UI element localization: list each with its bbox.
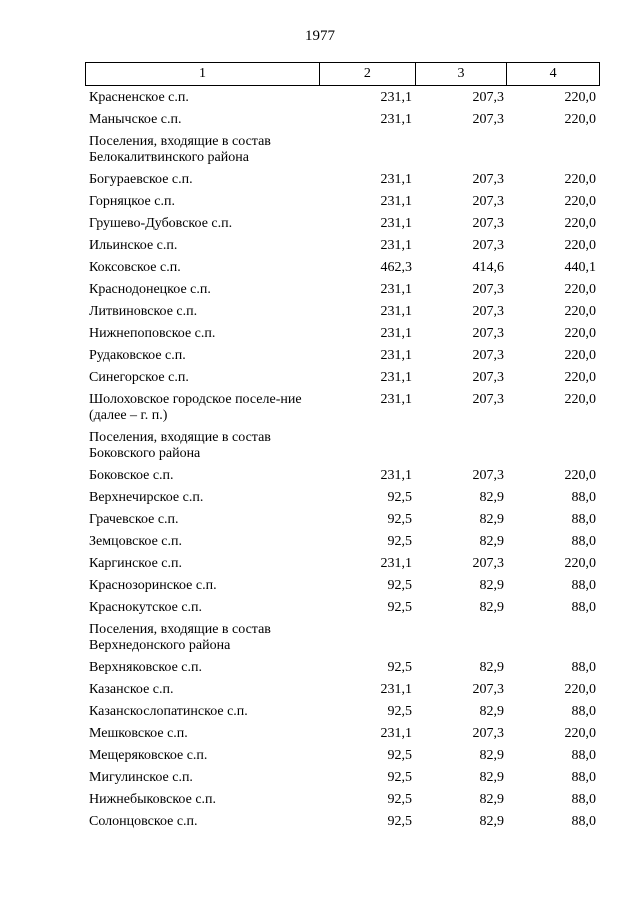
row-value-col4: 220,0 [564,216,596,231]
row-value-col3: 82,9 [479,512,504,527]
row-value-col2: 231,1 [380,216,412,231]
row-name: Краснодонецкое с.п. [89,282,211,297]
row-value-col4: 220,0 [564,112,596,127]
row-value-col2: 231,1 [380,238,412,253]
table-body [85,86,600,832]
table-row [85,108,600,130]
row-value-col3: 207,3 [472,370,504,385]
row-value-col2: 231,1 [380,468,412,483]
table-row [85,388,600,426]
row-value-col2: 231,1 [380,556,412,571]
row-value-col4: 88,0 [571,792,596,807]
row-name: Казанское с.п. [89,682,174,697]
row-name: Поселения, входящие в состав Боковского района [89,430,271,461]
table-row [85,322,600,344]
row-name: Рудаковское с.п. [89,348,186,363]
table-row [85,574,600,596]
table-row [85,700,600,722]
table-row [85,256,600,278]
row-value-col2: 92,5 [387,748,412,763]
row-name: Шолоховское городское поселе-ние (далее – г. п.) [89,392,302,423]
row-value-col2: 92,5 [387,534,412,549]
row-value-col2: 92,5 [387,814,412,829]
row-value-col4: 220,0 [564,282,596,297]
row-value-col2: 92,5 [387,660,412,675]
row-value-col4: 220,0 [564,238,596,253]
header-col-1: 1 [86,63,320,85]
row-name: Манычское с.п. [89,112,182,127]
row-value-col4: 220,0 [564,392,596,407]
row-value-col3: 82,9 [479,660,504,675]
row-name: Верхняковское с.п. [89,660,202,675]
table-row [85,212,600,234]
table-row [85,168,600,190]
row-value-col2 [320,426,416,430]
table-row [85,464,600,486]
header-col-2: 2 [320,63,416,85]
row-name: Красненское с.п. [89,90,189,105]
row-value-col3: 207,3 [472,216,504,231]
table-row [85,618,600,656]
row-name: Нижнебыковское с.п. [89,792,217,807]
row-name: Мигулинское с.п. [89,770,193,785]
table-row [85,744,600,766]
row-value-col4: 220,0 [564,468,596,483]
row-value-col3: 207,3 [472,90,504,105]
row-value-col3: 82,9 [479,792,504,807]
table-row [85,810,600,832]
row-value-col3 [416,426,508,430]
row-value-col3: 207,3 [472,682,504,697]
row-value-col2: 92,5 [387,792,412,807]
row-name: Каргинское с.п. [89,556,182,571]
row-value-col3 [416,618,508,622]
row-name: Синегорское с.п. [89,370,189,385]
row-value-col3: 207,3 [472,726,504,741]
row-value-col4: 88,0 [571,748,596,763]
table-row [85,678,600,700]
table-row [85,366,600,388]
row-value-col4: 220,0 [564,370,596,385]
row-value-col4: 440,1 [564,260,596,275]
row-value-col2: 92,5 [387,512,412,527]
row-value-col2: 462,3 [380,260,412,275]
row-value-col3: 207,3 [472,348,504,363]
row-value-col2: 92,5 [387,578,412,593]
row-name: Мещеряковское с.п. [89,748,208,763]
row-value-col2: 231,1 [380,112,412,127]
row-value-col2: 231,1 [380,172,412,187]
row-value-col3: 82,9 [479,490,504,505]
row-value-col4: 88,0 [571,704,596,719]
table-header [85,62,600,86]
row-value-col4: 88,0 [571,770,596,785]
table-row [85,486,600,508]
row-value-col3: 207,3 [472,468,504,483]
table-row [85,234,600,256]
row-value-col3: 82,9 [479,814,504,829]
row-name: Грачевское с.п. [89,512,179,527]
row-value-col4 [508,426,600,430]
row-value-col4: 88,0 [571,814,596,829]
row-value-col3: 207,3 [472,172,504,187]
row-value-col3: 207,3 [472,238,504,253]
row-name: Верхнечирское с.п. [89,490,204,505]
row-name: Грушево-Дубовское с.п. [89,216,233,231]
table-row [85,508,600,530]
row-name: Нижнепоповское с.п. [89,326,216,341]
table-row [85,344,600,366]
row-name: Поселения, входящие в состав Белокалитвинского района [89,134,271,165]
row-value-col3: 207,3 [472,112,504,127]
row-value-col2: 92,5 [387,600,412,615]
table-row [85,278,600,300]
row-name: Горняцкое с.п. [89,194,175,209]
row-value-col2: 92,5 [387,770,412,785]
row-value-col3: 82,9 [479,600,504,615]
row-value-col3: 207,3 [472,304,504,319]
row-value-col3: 207,3 [472,392,504,407]
row-value-col4: 88,0 [571,512,596,527]
row-value-col3: 207,3 [472,326,504,341]
row-value-col2: 231,1 [380,282,412,297]
row-value-col4: 88,0 [571,600,596,615]
row-name: Краснокутское с.п. [89,600,203,615]
row-name: Казанскослопатинское с.п. [89,704,248,719]
row-name: Солонцовское с.п. [89,814,198,829]
header-col-4: 4 [549,66,557,81]
row-value-col4: 220,0 [564,726,596,741]
row-value-col2: 231,1 [380,348,412,363]
row-value-col4: 88,0 [571,660,596,675]
row-name: Мешковское с.п. [89,726,188,741]
row-value-col3: 82,9 [479,534,504,549]
row-value-col3 [416,130,508,134]
table-row [85,426,600,464]
row-value-col4: 220,0 [564,326,596,341]
row-value-col2 [320,130,416,134]
header-col-3: 3 [416,63,508,85]
row-value-col4 [508,130,600,134]
row-value-col4: 88,0 [571,534,596,549]
row-value-col4: 220,0 [564,348,596,363]
table-row [85,552,600,574]
row-value-col3: 414,6 [472,260,504,275]
row-value-col3: 82,9 [479,770,504,785]
row-value-col2: 231,1 [380,90,412,105]
row-value-col3: 82,9 [479,578,504,593]
row-value-col3: 207,3 [472,556,504,571]
row-name: Литвиновское с.п. [89,304,198,319]
row-value-col4: 220,0 [564,556,596,571]
page-number: 1977 [305,28,335,44]
row-value-col2: 231,1 [380,304,412,319]
row-value-col4: 88,0 [571,578,596,593]
row-value-col4: 220,0 [564,304,596,319]
table-row [85,130,600,168]
row-name: Боковское с.п. [89,468,174,483]
row-value-col4: 220,0 [564,194,596,209]
table-row [85,596,600,618]
row-name: Коксовское с.п. [89,260,181,275]
table-row [85,766,600,788]
row-name: Ильинское с.п. [89,238,178,253]
row-value-col3: 82,9 [479,704,504,719]
table-row [85,656,600,678]
row-value-col2: 231,1 [380,726,412,741]
row-value-col3: 207,3 [472,194,504,209]
row-value-col4: 220,0 [564,682,596,697]
row-value-col2: 92,5 [387,490,412,505]
row-value-col3: 82,9 [479,748,504,763]
row-value-col2: 92,5 [387,704,412,719]
row-value-col2: 231,1 [380,392,412,407]
row-name: Земцовское с.п. [89,534,183,549]
row-value-col4: 88,0 [571,490,596,505]
table-row [85,788,600,810]
row-name: Краснозоринское с.п. [89,578,217,593]
table-row [85,86,600,108]
row-value-col4: 220,0 [564,172,596,187]
table-row [85,190,600,212]
table-row [85,300,600,322]
row-value-col2: 231,1 [380,194,412,209]
row-value-col2: 231,1 [380,682,412,697]
row-value-col2: 231,1 [380,326,412,341]
row-name: Богураевское с.п. [89,172,193,187]
row-value-col2: 231,1 [380,370,412,385]
row-value-col4: 220,0 [564,90,596,105]
row-value-col4 [508,618,600,622]
row-value-col3: 207,3 [472,282,504,297]
table-row [85,722,600,744]
row-value-col2 [320,618,416,622]
table-row [85,530,600,552]
row-name: Поселения, входящие в состав Верхнедонского района [89,622,271,653]
